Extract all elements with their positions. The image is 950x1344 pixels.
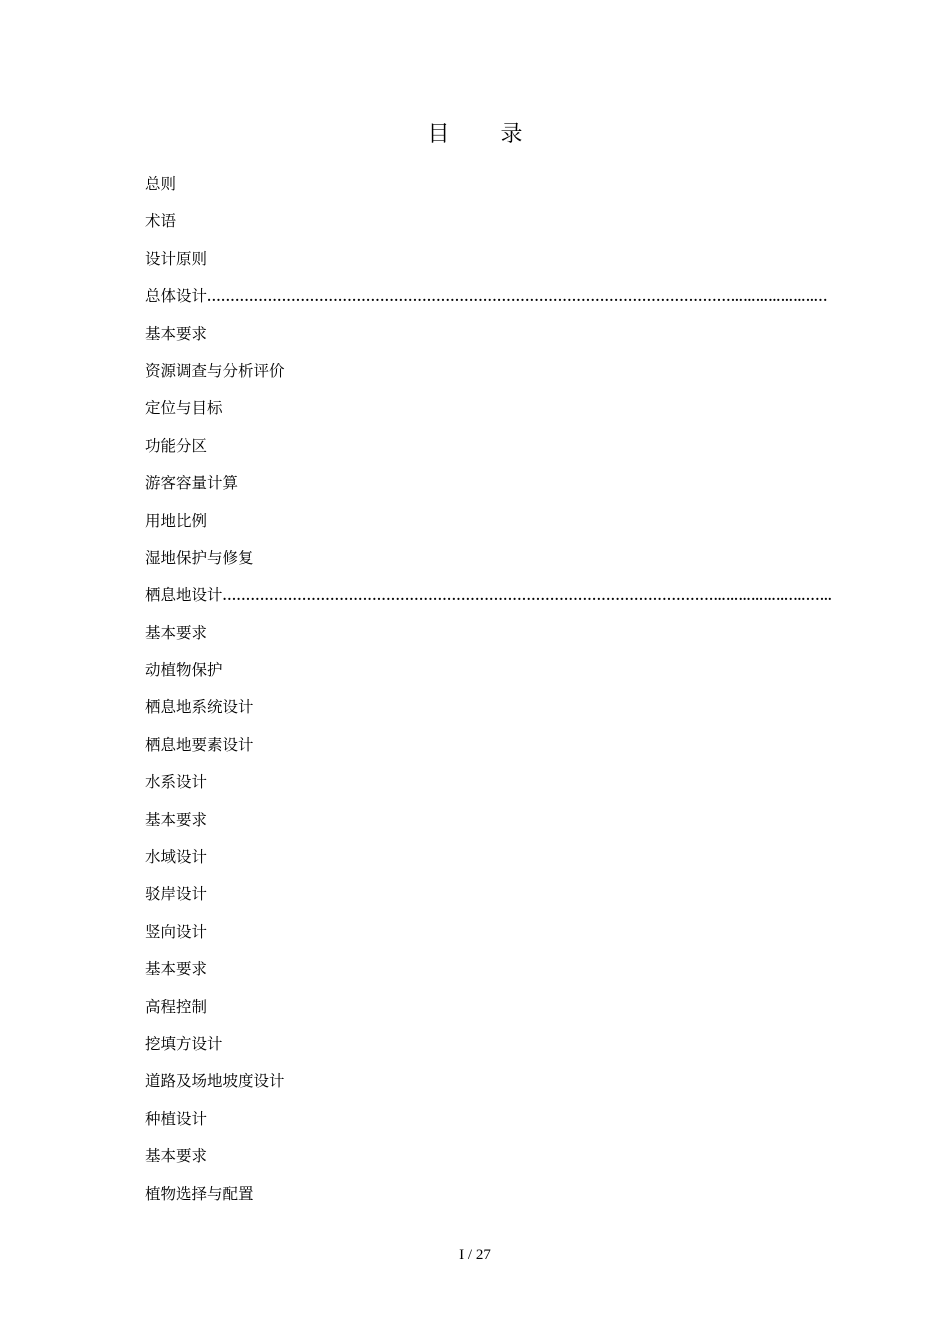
toc-entry-label: 基本要求 <box>145 623 208 642</box>
toc-entry[interactable] <box>145 843 845 880</box>
toc-entry-label: 动植物保护 <box>145 661 223 680</box>
toc-entry[interactable] <box>145 544 845 581</box>
toc-entry-label: 驳岸设计 <box>145 885 208 904</box>
toc-entry-label: 基本要求 <box>145 1147 208 1166</box>
toc-entry-label: 基本要求 <box>145 960 208 979</box>
toc-entry[interactable] <box>145 207 845 244</box>
toc-entry[interactable] <box>145 880 845 917</box>
toc-entry[interactable] <box>145 806 845 843</box>
toc-entry[interactable] <box>145 469 845 506</box>
toc-entry-label: 基本要求 <box>145 810 208 829</box>
toc-entry[interactable] <box>145 918 845 955</box>
toc-entry[interactable] <box>145 619 845 656</box>
toc-entry-label: 术语 <box>145 212 177 231</box>
toc-entry-label: 用地比例 <box>145 511 208 530</box>
toc-entry-label: 功能分区 <box>145 436 208 455</box>
toc-entry[interactable] <box>145 507 845 544</box>
toc-entry-label: 游客容量计算 <box>145 474 239 493</box>
toc-entry[interactable] <box>145 432 845 469</box>
toc-entry-leader: ................................................................................................................………………….. <box>207 290 828 305</box>
toc-entry[interactable] <box>145 731 845 768</box>
toc-entry[interactable] <box>145 170 845 207</box>
toc-entry-label: 水域设计 <box>145 848 208 867</box>
toc-entry[interactable] <box>145 656 845 693</box>
toc-entry[interactable] <box>145 1105 845 1142</box>
toc-entry-label: 植物选择与配置 <box>145 1184 254 1203</box>
toc-entry[interactable] <box>145 1067 845 1104</box>
toc-entry[interactable] <box>145 245 845 282</box>
toc-entry-label: 基本要求 <box>145 324 208 343</box>
toc-entry[interactable] <box>145 993 845 1030</box>
toc-entry-label: 栖息地要素设计 <box>145 735 254 754</box>
toc-entry-label: 资源调查与分析评价 <box>145 361 285 380</box>
toc-entry-label: 总体设计 <box>145 287 208 306</box>
toc-entry[interactable] <box>145 394 845 431</box>
toc-entry[interactable] <box>145 581 845 618</box>
table-of-contents <box>145 170 845 1217</box>
toc-entry[interactable] <box>145 282 845 319</box>
toc-entry[interactable] <box>145 1142 845 1179</box>
toc-entry[interactable] <box>145 955 845 992</box>
toc-entry[interactable] <box>145 1030 845 1067</box>
toc-entry-leader: .........................................................................................................……………….…...… <box>222 589 833 604</box>
toc-entry-label: 总则 <box>145 175 177 193</box>
toc-entry-label: 种植设计 <box>145 1109 208 1128</box>
toc-entry-label: 设计原则 <box>145 249 208 268</box>
page-number: I / 27 <box>459 1247 491 1263</box>
toc-entry[interactable] <box>145 357 845 394</box>
toc-entry[interactable] <box>145 693 845 730</box>
toc-entry[interactable] <box>145 320 845 357</box>
toc-entry-label: 栖息地系统设计 <box>145 698 254 717</box>
toc-entry-label: 挖填方设计 <box>145 1034 223 1053</box>
toc-entry-label: 水系设计 <box>145 773 208 792</box>
toc-entry-label: 竖向设计 <box>145 922 208 941</box>
toc-entry[interactable] <box>145 1180 845 1217</box>
toc-entry-label: 高程控制 <box>145 997 208 1016</box>
toc-entry-label: 定位与目标 <box>145 399 223 418</box>
toc-entry[interactable] <box>145 768 845 805</box>
toc-entry-label: 湿地保护与修复 <box>145 548 254 567</box>
toc-entry-label: 道路及场地坡度设计 <box>145 1072 285 1091</box>
toc-entry-label: 栖息地设计 <box>145 586 223 605</box>
page-title: 目 录 <box>427 122 545 147</box>
